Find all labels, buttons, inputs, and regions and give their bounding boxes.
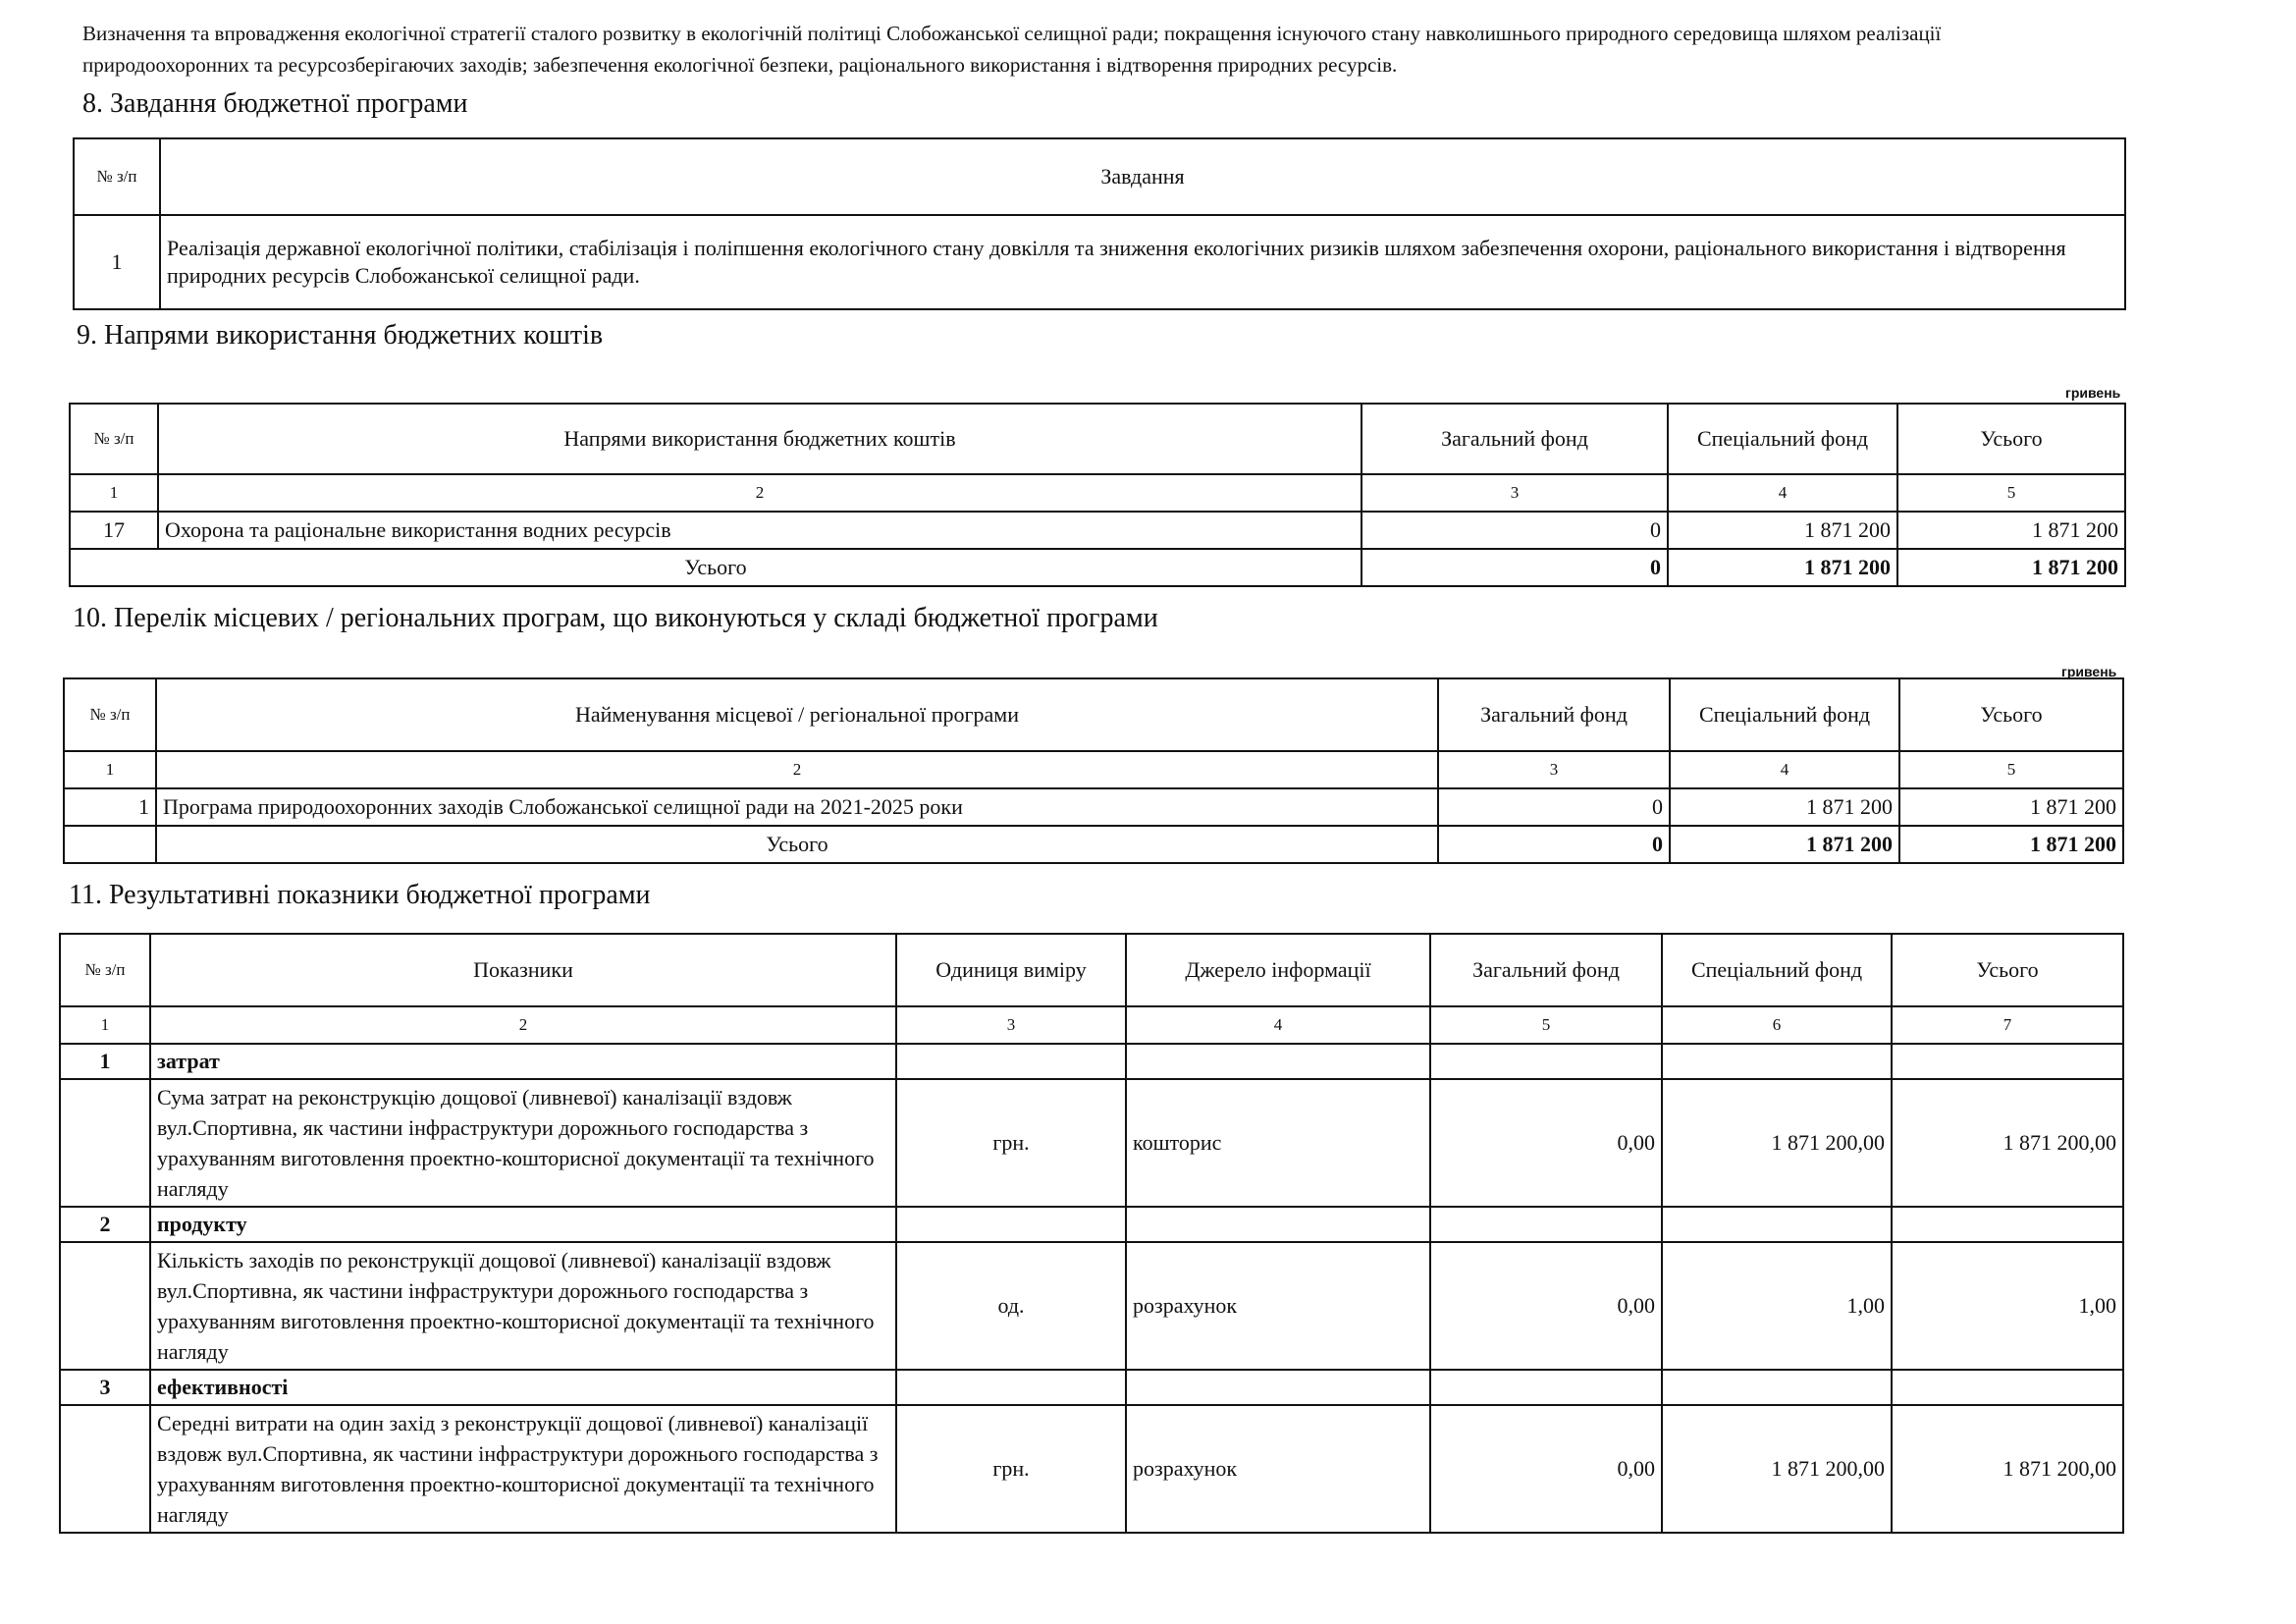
col-num-header: № з/п [74,138,160,215]
indicator-general: 0,00 [1430,1079,1662,1207]
local-programs-table [63,677,2124,864]
section-11-title: 11. Результативні показники бюджетної програми [69,880,651,910]
group-num: 1 [60,1044,150,1079]
col-number: 4 [1668,474,1897,512]
col-total-header: Усього [1897,404,2125,474]
indicator-row [60,1242,2123,1370]
col-number: 5 [1430,1006,1662,1044]
indicator-group-row [60,1370,2123,1405]
col-number: 4 [1670,751,1899,788]
tasks-table-header [74,138,2125,215]
col-total-header: Усього [1892,934,2123,1006]
col-special-header: Спеціальний фонд [1668,404,1897,474]
col-number: 1 [70,474,158,512]
col-number: 7 [1892,1006,2123,1044]
row-num: 1 [64,788,156,826]
col-number: 3 [1362,474,1668,512]
indicator-source: кошторис [1126,1079,1430,1207]
col-special-header: Спеціальний фонд [1662,934,1892,1006]
total-label: Усього [70,549,1362,586]
row-name: Охорона та раціональне використання водних ресурсів [158,512,1362,549]
indicator-group-row [60,1044,2123,1079]
total-special: 1 871 200 [1668,549,1897,586]
spending-directions-table [69,403,2126,587]
row-num: 17 [70,512,158,549]
indicator-unit: грн. [896,1079,1126,1207]
col-special-header: Спеціальний фонд [1670,678,1899,751]
indicator-general: 0,00 [1430,1242,1662,1370]
currency-unit: гривень [2065,385,2121,401]
indicator-text: Середні витрати на один захід з реконструкції дощової (ливневої) каналізації вздовж вул.Спортивна, як частини інфраструктури дорожнього господарства з урахуванням виготовлення проектно-кошторисної документації та технічного нагляду [150,1405,896,1533]
table-row [74,215,2125,309]
total-empty-cell [64,826,156,863]
indicator-total: 1 871 200,00 [1892,1079,2123,1207]
tasks-table [73,137,2126,310]
column-numbers-row [64,751,2123,788]
col-indicator-header: Показники [150,934,896,1006]
indicator-special: 1,00 [1662,1242,1892,1370]
indicator-total: 1 871 200,00 [1892,1405,2123,1533]
group-name: ефективності [150,1370,896,1405]
col-num-header: № з/п [70,404,158,474]
total-special: 1 871 200 [1670,826,1899,863]
col-general-header: Загальний фонд [1362,404,1668,474]
task-text: Реалізація державної екологічної політики, стабілізація і поліпшення екологічного стану довкілля та зниження екологічних ризиків шляхом забезпечення охорони, раціонального використання і відтворення природних ресурсів Слобожанської селищної ради. [160,215,2125,309]
total-row [70,549,2125,586]
indicator-source: розрахунок [1126,1405,1430,1533]
group-name: затрат [150,1044,896,1079]
col-number: 5 [1897,474,2125,512]
currency-unit: гривень [2061,664,2117,679]
indicator-unit: од. [896,1242,1126,1370]
group-num: 3 [60,1370,150,1405]
row-name: Програма природоохоронних заходів Слобожанської селищної ради на 2021-2025 роки [156,788,1438,826]
row-general: 0 [1438,788,1670,826]
col-task-header: Завдання [160,138,2125,215]
col-number: 5 [1899,751,2123,788]
table-header-row [64,678,2123,751]
col-general-header: Загальний фонд [1430,934,1662,1006]
row-total: 1 871 200 [1897,512,2125,549]
col-source-header: Джерело інформації [1126,934,1430,1006]
total-label: Усього [156,826,1438,863]
col-number: 4 [1126,1006,1430,1044]
col-number: 2 [158,474,1362,512]
group-num: 2 [60,1207,150,1242]
col-name-header: Найменування місцевої / регіональної програми [156,678,1438,751]
col-total-header: Усього [1899,678,2123,751]
total-row [64,826,2123,863]
col-num-header: № з/п [60,934,150,1006]
indicator-special: 1 871 200,00 [1662,1079,1892,1207]
total-total: 1 871 200 [1899,826,2123,863]
col-number: 2 [150,1006,896,1044]
performance-indicators-table [59,933,2124,1534]
total-general: 0 [1362,549,1668,586]
col-general-header: Загальний фонд [1438,678,1670,751]
total-general: 0 [1438,826,1670,863]
section-9-title: 9. Напрями використання бюджетних коштів [77,320,604,351]
table-header-row [60,934,2123,1006]
row-special: 1 871 200 [1668,512,1897,549]
table-row [70,512,2125,549]
task-num: 1 [74,215,160,309]
section-10-title: 10. Перелік місцевих / регіональних програм, що виконуються у складі бюджетної програми [73,603,1158,633]
col-number: 3 [896,1006,1126,1044]
col-number: 3 [1438,751,1670,788]
col-number: 2 [156,751,1438,788]
col-name-header: Напрями використання бюджетних коштів [158,404,1362,474]
indicator-general: 0,00 [1430,1405,1662,1533]
total-total: 1 871 200 [1897,549,2125,586]
indicator-text: Кількість заходів по реконструкції дощової (ливневої) каналізації вздовж вул.Спортивна, як частини інфраструктури дорожнього господарства з урахуванням виготовлення проектно-кошторисної документації та технічного нагляду [150,1242,896,1370]
table-row [64,788,2123,826]
section-8-title: 8. Завдання бюджетної програми [82,88,468,119]
intro-paragraph: Визначення та впровадження екологічної стратегії сталого розвитку в екологічній політиці Слобожанської селищної ради; покращення існуючого стану навколишнього природного середовища шляхом реалізації природоохоронних та ресурсозберігаючих заходів; забезпечення екологічної безпеки, раціонального використання і відтворення природних ресурсів. [82,22,1942,77]
col-number: 6 [1662,1006,1892,1044]
indicator-special: 1 871 200,00 [1662,1405,1892,1533]
col-num-header: № з/п [64,678,156,751]
row-special: 1 871 200 [1670,788,1899,826]
col-unit-header: Одиниця виміру [896,934,1126,1006]
indicator-unit: грн. [896,1405,1126,1533]
table-header-row [70,404,2125,474]
indicator-source: розрахунок [1126,1242,1430,1370]
row-general: 0 [1362,512,1668,549]
indicator-text: Сума затрат на реконструкцію дощової (ливневої) каналізації вздовж вул.Спортивна, як частини інфраструктури дорожнього господарства з урахуванням виготовлення проектно-кошторисної документації та технічного нагляду [150,1079,896,1207]
column-numbers-row [60,1006,2123,1044]
indicator-row [60,1405,2123,1533]
col-number: 1 [60,1006,150,1044]
group-name: продукту [150,1207,896,1242]
column-numbers-row [70,474,2125,512]
indicator-row [60,1079,2123,1207]
row-total: 1 871 200 [1899,788,2123,826]
col-number: 1 [64,751,156,788]
indicator-total: 1,00 [1892,1242,2123,1370]
indicator-group-row [60,1207,2123,1242]
